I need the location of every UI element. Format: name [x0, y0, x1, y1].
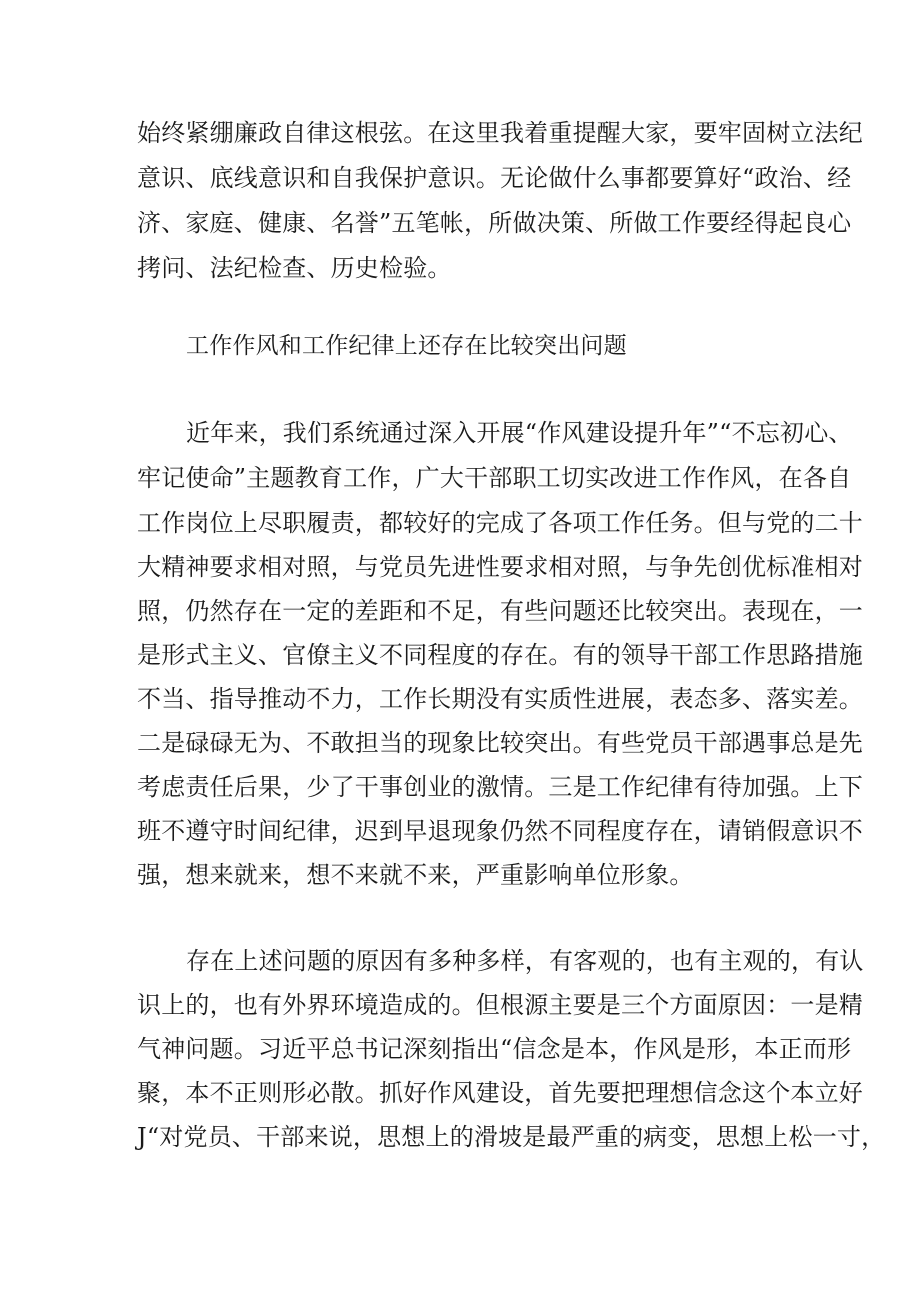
paragraph-line: 意识、底线意识和自我保护意识。无论做什么事都要算好“政治、经 [137, 164, 852, 192]
section-heading: 工作作风和工作纪律上还存在比较突出问题 [186, 333, 627, 359]
paragraph-line: 近年来，我们系统通过深入开展“作风建设提升年”“不忘初心、 [186, 419, 853, 447]
paragraph-line: 存在上述问题的原因有多种多样，有客观的，也有主观的，有认 [186, 947, 864, 975]
paragraph-line: 始终紧绷廉政自律这根弦。在这里我着重提醒大家，要牢固树立法纪 [137, 119, 863, 147]
paragraph-line: 二是碌碌无为、不敢担当的现象比较突出。有些党员干部遇事总是先 [137, 729, 863, 757]
paragraph-line: J“对党员、干部来说，思想上的滑坡是最严重的病变，思想上松一寸， [137, 1123, 886, 1151]
paragraph-line: 强，想来就来，想不来就不来，严重影响单位形象。 [137, 861, 694, 889]
paragraph-line: 工作岗位上尽职履责，都较好的完成了各项工作任务。但与党的二十 [137, 509, 863, 537]
paragraph-line: 大精神要求相对照，与党员先进性要求相对照，与争先创优标准相对 [137, 553, 863, 581]
paragraph-line: 气神问题。习近平总书记深刻指出“信念是本，作风是形，本正而形 [137, 1035, 852, 1063]
paragraph-line: 牢记使命”主题教育工作，广大干部职工切实改进工作作风，在各自 [137, 464, 852, 492]
paragraph-line: 是形式主义、官僚主义不同程度的存在。有的领导干部工作思路措施 [137, 641, 863, 669]
paragraph-line: 聚，本不正则形必散。抓好作风建设，首先要把理想信念这个本立好 [137, 1079, 863, 1107]
paragraph-line: 不当、指导推动不力，工作长期没有实质性进展，表态多、落实差。 [137, 685, 863, 713]
paragraph-line: 考虑责任后果，少了干事创业的激情。三是工作纪律有待加强。上下 [137, 773, 863, 801]
paragraph-line: 照，仍然存在一定的差距和不足，有些问题还比较突出。表现在，一 [137, 597, 863, 625]
paragraph-line: 识上的，也有外界环境造成的。但根源主要是三个方面原因：一是精 [137, 991, 863, 1019]
paragraph-line: 拷问、法纪检查、历史检验。 [137, 254, 452, 282]
paragraph-line: 班不遵守时间纪律，迟到早退现象仍然不同程度存在，请销假意识不 [137, 817, 863, 845]
paragraph-line: 济、家庭、健康、名誉”五笔帐，所做决策、所做工作要经得起良心 [137, 209, 852, 237]
